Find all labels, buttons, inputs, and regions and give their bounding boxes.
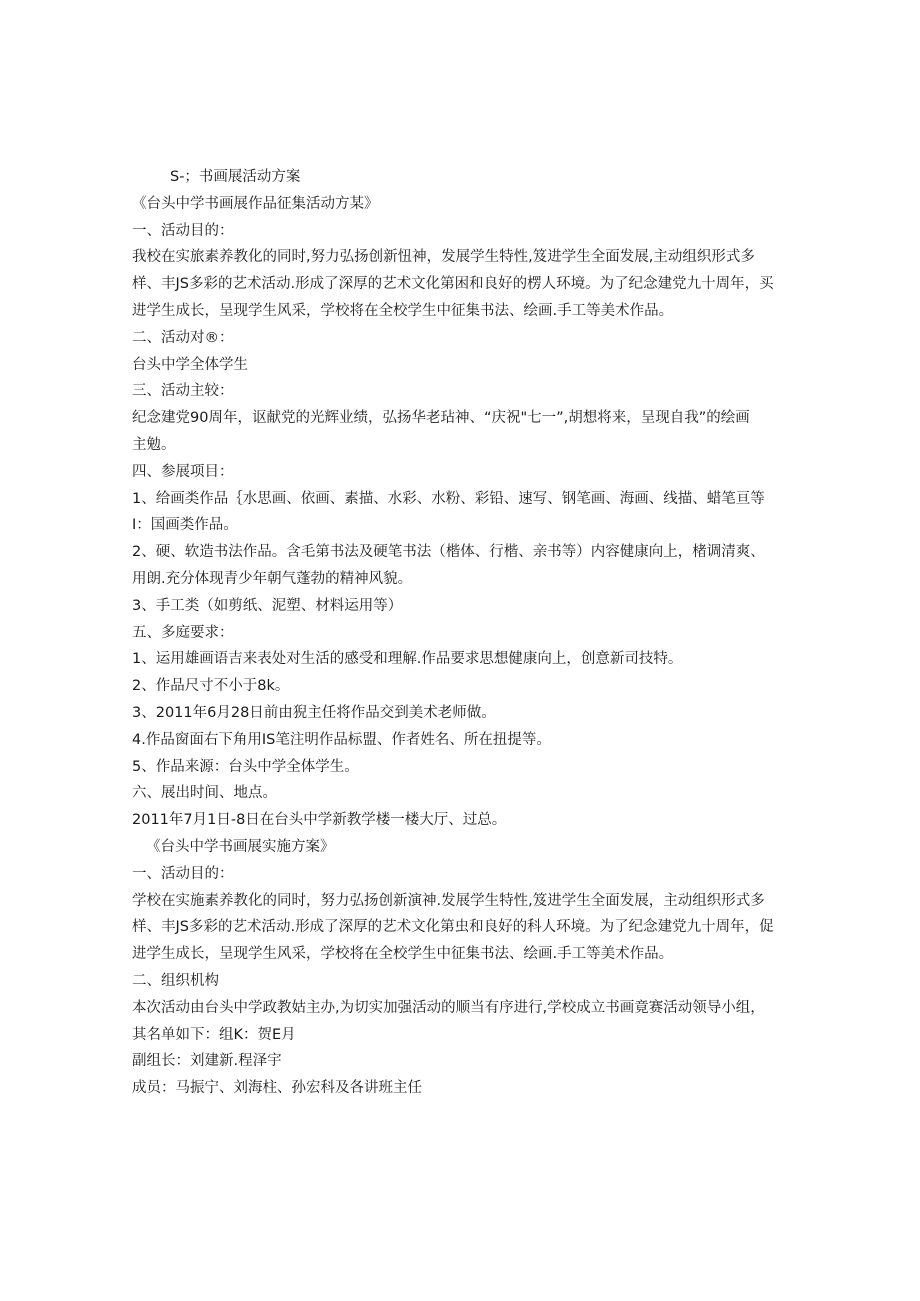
section-heading: 三、活动主较：	[132, 383, 234, 400]
section-title: 《台头中学书画展作品征集活动方某》	[132, 195, 379, 212]
section-title: 《台头中学书画展实施方案》	[146, 838, 335, 855]
list-item: 2、作品尺寸不小于8k。	[132, 678, 290, 695]
section-heading: 一、活动目的：	[132, 865, 234, 882]
list-item: I：国画类作品。	[132, 517, 238, 534]
list-item: 4.作品窗面右下角用IS笔注明作品标盟、作者姓名、所在扭提等。	[132, 731, 551, 748]
list-item: 用朗.充分体现青少年朝气蓬勃的精神风貌。	[132, 570, 413, 587]
document-body	[132, 164, 792, 1102]
paragraph-line: 我校在实旅素养教化的同时,努力弘扬创新忸神，发展学生特性,笈进学生全面发展,主动组织形式多	[132, 249, 755, 266]
section-heading: 二、组织机构	[132, 972, 219, 989]
list-item: 1、给画类作品｛水思画、依画、素描、水彩、水粉、彩铅、速写、钢笔画、海画、线描、蜡笔亘等	[132, 490, 765, 507]
paragraph-line: 学校在实施素养教化的同时，努力弘扬创新演神.发展学生特性,笈进学生全面发展，主动组织形式多	[132, 892, 765, 909]
paragraph-line: 主勉。	[132, 436, 176, 453]
document-heading: S-；书画展活动方案	[170, 169, 301, 185]
paragraph-line: 其名单如下：组K：贺E月	[132, 1026, 296, 1043]
section-heading: 二、活动对®：	[132, 329, 234, 346]
paragraph-line: 台头中学全体学生	[132, 356, 248, 373]
paragraph-line: 样、丰JS多彩的艺术活动.形成了深厚的艺术文化第困和良好的楞人环境。为了纪念建党九十周年，买	[132, 276, 774, 293]
list-item: 2、硬、软造书法作品。含毛第书法及硬笔书法（楷体、行楷、亲书等）内容健康向上，楮调清爽、	[132, 544, 765, 561]
list-item: 1、运用雄画语吉来表处对生活的感受和理解.作品要求思想健康向上，创意新司技特。	[132, 651, 683, 668]
paragraph-line: 本次活动由台头中学政教姑主办,为切实加强活动的顺当有序进行,学校成立书画竟赛活动领导小组，	[132, 999, 765, 1016]
section-heading: 五、多庭要求：	[132, 624, 234, 641]
section-heading: 四、参展项目：	[132, 463, 234, 480]
paragraph-line: 副组长：刘建新.程泽宇	[132, 1053, 282, 1070]
paragraph-line: 纪念建党90周年，讴献党的光辉业绩，弘扬华老玷神、“庆祝"七一”,胡想将来，呈现自我”的绘画	[132, 410, 750, 427]
paragraph-line: 样、丰JS多彩的艺术活动.形成了深厚的艺术文化第虫和良好的科人环境。为了纪念建党九十周年，促	[132, 919, 774, 936]
list-item: 5、作品来源：台头中学全体学生。	[132, 758, 359, 775]
paragraph-line: 进学生成长，呈现学生风采，学校将在全校学生中征集书法、绘画.手工等美术作品。	[132, 946, 674, 963]
list-item: 3、2011年6月28日前由猊主任将作品交到美术老师做。	[132, 704, 496, 721]
paragraph-line: 2011年7月1日-8日在台头中学新教学楼一楼大厅、过总。	[132, 812, 507, 829]
section-heading: 一、活动目的：	[132, 222, 234, 239]
paragraph-line: 成员：马振宁、刘海柱、孙宏科及各讲班主任	[132, 1080, 422, 1097]
paragraph-line: 进学生成长，呈现学生风采，学校将在全校学生中征集书法、绘画.手工等美术作品。	[132, 302, 674, 319]
section-heading: 六、展出时间、地点。	[132, 785, 277, 802]
list-item: 3、手工类（如剪纸、泥塑、材料运用等）	[132, 597, 403, 614]
